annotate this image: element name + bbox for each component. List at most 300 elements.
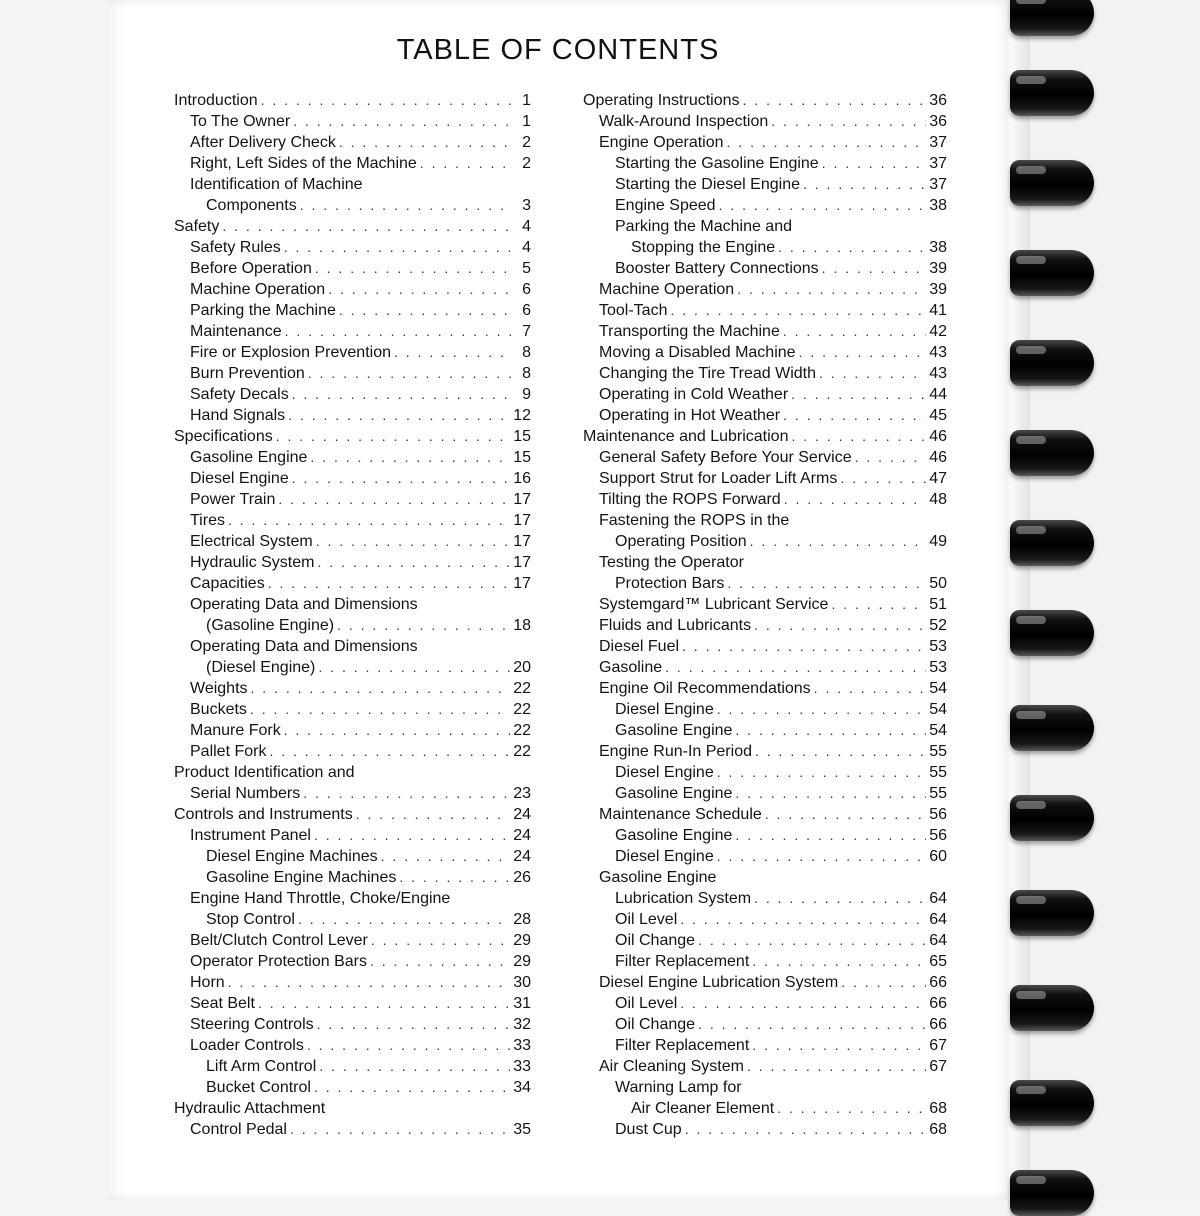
- toc-entry-page: 22: [513, 722, 531, 739]
- toc-entry-label: Gasoline Engine: [599, 869, 717, 886]
- toc-entry-page: 54: [929, 722, 947, 739]
- toc-entry-page: 33: [513, 1058, 531, 1075]
- toc-entry: [575, 153, 947, 174]
- toc-entry: [575, 111, 947, 132]
- toc-entry-page: 16: [513, 470, 531, 487]
- toc-entry: [166, 1035, 531, 1056]
- toc-entry-label: Operating Instructions: [583, 92, 740, 109]
- toc-entry-label: (Gasoline Engine): [206, 617, 335, 634]
- toc-entry-label: Safety: [174, 218, 220, 235]
- toc-entry-label: Oil Level: [615, 995, 678, 1012]
- dot-leader: [735, 783, 926, 804]
- toc-entry: [575, 867, 947, 888]
- toc-entry-page: 4: [522, 218, 531, 235]
- dot-leader: [670, 300, 926, 321]
- toc-entry: [166, 720, 531, 741]
- toc-entry: [166, 573, 531, 594]
- dot-leader: [258, 993, 510, 1014]
- toc-entry: [166, 552, 531, 573]
- toc-entry: [166, 216, 531, 237]
- binding-ring: [1010, 0, 1094, 36]
- toc-entry-label: Bucket Control: [206, 1079, 311, 1096]
- toc-entry-page: 36: [929, 113, 947, 130]
- toc-entry-page: 6: [522, 281, 531, 298]
- toc-entry-page: 26: [513, 869, 531, 886]
- toc-entry-label: Operating in Hot Weather: [599, 407, 781, 424]
- toc-entry-label: Machine Operation: [190, 281, 326, 298]
- toc-entry-page: 49: [929, 533, 947, 550]
- toc-entry: [575, 1077, 947, 1098]
- toc-entry: [575, 1098, 947, 1119]
- toc-entry-page: 39: [929, 260, 947, 277]
- binding-ring: [1010, 520, 1094, 566]
- dot-leader: [747, 1056, 926, 1077]
- toc-entry-page: 17: [513, 533, 531, 550]
- dot-leader: [737, 279, 926, 300]
- toc-entry: [575, 1056, 947, 1077]
- toc-entry: [166, 426, 531, 447]
- toc-entry: [166, 678, 531, 699]
- dot-leader: [727, 573, 926, 594]
- toc-entry: [575, 447, 947, 468]
- toc-entry: [575, 174, 947, 195]
- binding-ring: [1010, 795, 1094, 841]
- toc-entry-label: Engine Operation: [599, 134, 724, 151]
- toc-entry: [166, 384, 531, 405]
- toc-entry-label: Moving a Disabled Machine: [599, 344, 796, 361]
- dot-leader: [399, 867, 510, 888]
- toc-entry-label: Engine Run-In Period: [599, 743, 752, 760]
- binding-ring: [1010, 1080, 1094, 1126]
- binding-ring: [1010, 70, 1094, 116]
- toc-entry: [575, 300, 947, 321]
- toc-entry: [166, 783, 531, 804]
- toc-entry-label: Maintenance Schedule: [599, 806, 762, 823]
- toc-entry-label: Engine Speed: [615, 197, 716, 214]
- toc-entry: [166, 1077, 531, 1098]
- dot-leader: [284, 720, 511, 741]
- dot-leader: [822, 258, 927, 279]
- toc-left-column: [166, 90, 531, 1140]
- toc-entry: [166, 279, 531, 300]
- toc-entry-page: 37: [929, 134, 947, 151]
- dot-leader: [337, 615, 510, 636]
- dot-leader: [765, 804, 926, 825]
- dot-leader: [319, 1056, 510, 1077]
- toc-entry: [575, 195, 947, 216]
- toc-entry: [166, 111, 531, 132]
- toc-entry-page: 12: [513, 407, 531, 424]
- toc-entry-label: Tool-Tach: [599, 302, 668, 319]
- toc-entry-page: 54: [929, 680, 947, 697]
- dot-leader: [307, 1035, 510, 1056]
- toc-entry-label: Serial Numbers: [190, 785, 301, 802]
- dot-leader: [717, 762, 926, 783]
- toc-entry-page: 66: [929, 974, 947, 991]
- toc-entry-label: Hydraulic System: [190, 554, 315, 571]
- toc-entry-label: Maintenance and Lubrication: [583, 428, 789, 445]
- dot-leader: [285, 321, 512, 342]
- dot-leader: [314, 1077, 510, 1098]
- dot-leader: [420, 153, 512, 174]
- toc-entry: [575, 363, 947, 384]
- toc-entry: [166, 90, 531, 111]
- toc-right-column: [575, 90, 947, 1140]
- toc-entry-page: 50: [929, 575, 947, 592]
- dot-leader: [316, 531, 511, 552]
- toc-entry-label: Weights: [190, 680, 248, 697]
- toc-entry-page: 22: [513, 680, 531, 697]
- toc-entry: [166, 531, 531, 552]
- toc-entry-page: 1: [522, 92, 531, 109]
- dot-leader: [317, 552, 510, 573]
- toc-entry-label: Starting the Gasoline Engine: [615, 155, 819, 172]
- toc-entry-page: 17: [513, 491, 531, 508]
- dot-leader: [269, 741, 510, 762]
- dot-leader: [222, 216, 512, 237]
- toc-entry-label: Diesel Engine Lubrication System: [599, 974, 839, 991]
- toc-entry-page: 67: [929, 1037, 947, 1054]
- toc-entry-page: 55: [929, 785, 947, 802]
- toc-entry-label: Gasoline: [599, 659, 663, 676]
- toc-entry: [166, 825, 531, 846]
- toc-entry-label: Capacities: [190, 575, 265, 592]
- toc-entry: [575, 405, 947, 426]
- toc-entry-label: Operating Position: [615, 533, 747, 550]
- toc-entry-label: To The Owner: [190, 113, 291, 130]
- toc-entry: [166, 342, 531, 363]
- toc-entry-label: Gasoline Engine: [615, 785, 733, 802]
- dot-leader: [381, 846, 511, 867]
- dot-leader: [799, 342, 927, 363]
- toc-entry: [575, 510, 947, 531]
- toc-entry-label: Walk-Around Inspection: [599, 113, 769, 130]
- toc-entry-page: 22: [513, 743, 531, 760]
- toc-entry-page: 36: [929, 92, 947, 109]
- toc-entry-label: Diesel Fuel: [599, 638, 680, 655]
- dot-leader: [680, 909, 926, 930]
- toc-entry-page: 8: [522, 344, 531, 361]
- toc-entry-page: 34: [513, 1079, 531, 1096]
- dot-leader: [752, 1035, 926, 1056]
- toc-entry-label: Air Cleaning System: [599, 1058, 744, 1075]
- toc-entry: [166, 846, 531, 867]
- binding-ring: [1010, 340, 1094, 386]
- toc-entry-page: 46: [929, 428, 947, 445]
- toc-entry: [575, 468, 947, 489]
- toc-entry-page: 32: [513, 1016, 531, 1033]
- toc-entry: [575, 594, 947, 615]
- toc-entry: [575, 1014, 947, 1035]
- toc-entry: [575, 783, 947, 804]
- dot-leader: [292, 384, 512, 405]
- toc-entry: [166, 132, 531, 153]
- toc-entry-page: 66: [929, 995, 947, 1012]
- toc-entry-label: Changing the Tire Tread Width: [599, 365, 817, 382]
- toc-entry: [166, 1056, 531, 1077]
- binding-ring: [1010, 610, 1094, 656]
- toc-entry-label: Fastening the ROPS in the: [599, 512, 790, 529]
- toc-entry: [166, 153, 531, 174]
- toc-entry: [575, 216, 947, 237]
- toc-entry-label: Components: [206, 197, 297, 214]
- dot-leader: [317, 1014, 511, 1035]
- toc-entry-page: 37: [929, 176, 947, 193]
- dot-leader: [339, 300, 512, 321]
- toc-entry-page: 35: [513, 1121, 531, 1138]
- toc-entry-label: Introduction: [174, 92, 258, 109]
- toc-entry-label: Hydraulic Attachment: [174, 1100, 326, 1117]
- dot-leader: [841, 972, 926, 993]
- binding-ring: [1010, 160, 1094, 206]
- toc-entry-page: 20: [513, 659, 531, 676]
- dot-leader: [791, 426, 926, 447]
- toc-entry-page: 23: [513, 785, 531, 802]
- toc-entry-page: 43: [929, 344, 947, 361]
- binding-ring: [1010, 1170, 1094, 1216]
- toc-entry: [575, 552, 947, 573]
- toc-entry: [575, 972, 947, 993]
- toc-entry: [166, 762, 531, 783]
- toc-entry-label: Engine Hand Throttle, Choke/Engine: [190, 890, 451, 907]
- toc-entry-label: Steering Controls: [190, 1016, 314, 1033]
- toc-entry-label: Filter Replacement: [615, 953, 750, 970]
- toc-entry-page: 54: [929, 701, 947, 718]
- dot-leader: [308, 363, 512, 384]
- toc-entry-page: 24: [513, 827, 531, 844]
- dot-leader: [251, 678, 511, 699]
- toc-entry: [575, 699, 947, 720]
- toc-entry: [166, 993, 531, 1014]
- binding-ring: [1010, 430, 1094, 476]
- toc-entry-page: 15: [513, 449, 531, 466]
- dot-leader: [278, 489, 510, 510]
- toc-entry-label: Transporting the Machine: [599, 323, 780, 340]
- toc-entry: [166, 468, 531, 489]
- dot-leader: [750, 531, 927, 552]
- toc-entry-page: 67: [929, 1058, 947, 1075]
- toc-entry-label: (Diesel Engine): [206, 659, 316, 676]
- toc-entry: [166, 636, 531, 657]
- toc-entry-label: Control Pedal: [190, 1121, 287, 1138]
- toc-entry-page: 17: [513, 575, 531, 592]
- dot-leader: [303, 783, 510, 804]
- page-title: TABLE OF CONTENTS: [396, 34, 720, 66]
- toc-entry: [166, 447, 531, 468]
- toc-entry-page: 68: [929, 1100, 947, 1117]
- toc-entry: [166, 174, 531, 195]
- toc-entry-page: 18: [513, 617, 531, 634]
- toc-entry-page: 37: [929, 155, 947, 172]
- toc-entry-label: After Delivery Check: [190, 134, 336, 151]
- toc-entry: [575, 762, 947, 783]
- toc-entry-page: 64: [929, 911, 947, 928]
- toc-entry: [166, 237, 531, 258]
- dot-leader: [754, 888, 926, 909]
- toc-entry: [575, 426, 947, 447]
- dot-leader: [685, 1119, 927, 1140]
- toc-entry: [166, 258, 531, 279]
- toc-entry: [166, 930, 531, 951]
- toc-entry-label: Horn: [190, 974, 225, 991]
- binding-ring: [1010, 705, 1094, 751]
- toc-entry-page: 6: [522, 302, 531, 319]
- dot-leader: [752, 951, 926, 972]
- toc-entry: [575, 132, 947, 153]
- toc-entry-page: 68: [929, 1121, 947, 1138]
- toc-entry: [575, 825, 947, 846]
- toc-entry: [166, 510, 531, 531]
- toc-entry-label: Systemgard™ Lubricant Service: [599, 596, 829, 613]
- toc-entry-page: 44: [929, 386, 947, 403]
- toc-entry-page: 8: [522, 365, 531, 382]
- toc-entry-page: 38: [929, 197, 947, 214]
- toc-entry-label: Gasoline Engine: [615, 827, 733, 844]
- toc-entry: [575, 909, 947, 930]
- toc-entry-label: Product Identification and: [174, 764, 355, 781]
- dot-leader: [298, 909, 510, 930]
- dot-leader: [276, 426, 510, 447]
- dot-leader: [755, 741, 926, 762]
- toc-entry: [575, 237, 947, 258]
- dot-leader: [680, 993, 926, 1014]
- toc-entry: [575, 846, 947, 867]
- toc-entry: [166, 867, 531, 888]
- toc-entry-page: 2: [522, 155, 531, 172]
- toc-entry-page: 2: [522, 134, 531, 151]
- toc-entry-page: 33: [513, 1037, 531, 1054]
- toc-entry-label: Buckets: [190, 701, 247, 718]
- toc-entry-page: 17: [513, 554, 531, 571]
- toc-entry-page: 3: [522, 197, 531, 214]
- toc-entry-label: Before Operation: [190, 260, 312, 277]
- toc-entry-label: Operating Data and Dimensions: [190, 596, 418, 613]
- toc-entry: [575, 657, 947, 678]
- toc-entry-page: 5: [522, 260, 531, 277]
- toc-entry: [575, 531, 947, 552]
- toc-entry-label: Starting the Diesel Engine: [615, 176, 800, 193]
- dot-leader: [268, 573, 511, 594]
- dot-leader: [717, 846, 926, 867]
- toc-entry: [575, 384, 947, 405]
- toc-entry-page: 41: [929, 302, 947, 319]
- toc-entry: [575, 678, 947, 699]
- dot-leader: [315, 258, 512, 279]
- dot-leader: [831, 594, 926, 615]
- toc-entry-label: Fluids and Lubricants: [599, 617, 752, 634]
- toc-entry-page: 46: [929, 449, 947, 466]
- toc-entry: [575, 993, 947, 1014]
- dot-leader: [339, 132, 512, 153]
- toc-entry-page: 29: [513, 953, 531, 970]
- dot-leader: [228, 972, 511, 993]
- toc-entry-page: 48: [929, 491, 947, 508]
- toc-entry: [166, 594, 531, 615]
- toc-entry-label: Diesel Engine: [190, 470, 289, 487]
- toc-entry-label: Lift Arm Control: [206, 1058, 317, 1075]
- toc-entry: [166, 321, 531, 342]
- toc-entry: [575, 90, 947, 111]
- toc-entry-label: Hand Signals: [190, 407, 286, 424]
- toc-entry-label: Machine Operation: [599, 281, 735, 298]
- dot-leader: [717, 699, 926, 720]
- toc-entry-label: Oil Level: [615, 911, 678, 928]
- toc-entry: [575, 258, 947, 279]
- dot-leader: [783, 405, 926, 426]
- toc-entry-label: Gasoline Engine: [615, 722, 733, 739]
- toc-entry: [575, 1119, 947, 1140]
- toc-entry-page: 7: [522, 323, 531, 340]
- toc-entry: [166, 1119, 531, 1140]
- toc-entry-label: Lubrication System: [615, 890, 752, 907]
- toc-entry-label: Loader Controls: [190, 1037, 304, 1054]
- toc-entry-page: 56: [929, 806, 947, 823]
- toc-entry: [166, 489, 531, 510]
- toc-entry-page: 15: [513, 428, 531, 445]
- toc-entry: [166, 972, 531, 993]
- toc-entry: [575, 930, 947, 951]
- dot-leader: [743, 90, 927, 111]
- dot-leader: [791, 384, 926, 405]
- toc-entry: [166, 1098, 531, 1119]
- dot-leader: [855, 447, 927, 468]
- toc-entry: [575, 489, 947, 510]
- toc-entry-label: Diesel Engine Machines: [206, 848, 378, 865]
- toc-entry-page: 45: [929, 407, 947, 424]
- toc-entry-page: 55: [929, 743, 947, 760]
- toc-entry-page: 17: [513, 512, 531, 529]
- toc-entry-label: Fire or Explosion Prevention: [190, 344, 391, 361]
- toc-entry-label: Seat Belt: [190, 995, 255, 1012]
- toc-entry: [166, 405, 531, 426]
- toc-entry-label: Air Cleaner Element: [631, 1100, 775, 1117]
- dot-leader: [356, 804, 510, 825]
- toc-entry-label: Diesel Engine: [615, 764, 714, 781]
- toc-entry-page: 39: [929, 281, 947, 298]
- dot-leader: [822, 153, 927, 174]
- dot-leader: [698, 1014, 926, 1035]
- toc-entry: [166, 195, 531, 216]
- toc-entry-page: 60: [929, 848, 947, 865]
- toc-entry-page: 53: [929, 659, 947, 676]
- dot-leader: [293, 111, 512, 132]
- toc-entry-page: 38: [929, 239, 947, 256]
- toc-entry-label: Operating Data and Dimensions: [190, 638, 418, 655]
- toc-entry: [166, 909, 531, 930]
- toc-entry: [166, 888, 531, 909]
- toc-entry-label: Diesel Engine: [615, 848, 714, 865]
- toc-entry-page: 29: [513, 932, 531, 949]
- dot-leader: [682, 636, 926, 657]
- dot-leader: [784, 489, 927, 510]
- toc-entry-label: Operating in Cold Weather: [599, 386, 789, 403]
- dot-leader: [228, 510, 510, 531]
- dot-leader: [754, 615, 926, 636]
- toc-entry-label: Safety Decals: [190, 386, 289, 403]
- toc-entry-label: Testing the Operator: [599, 554, 744, 571]
- dot-leader: [771, 111, 926, 132]
- toc-entry-label: Belt/Clutch Control Lever: [190, 932, 368, 949]
- toc-entry: [575, 279, 947, 300]
- toc-entry-page: 64: [929, 890, 947, 907]
- toc-entry: [575, 573, 947, 594]
- toc-entry-page: 56: [929, 827, 947, 844]
- toc-entry: [166, 363, 531, 384]
- toc-entry: [575, 741, 947, 762]
- toc-entry-page: 42: [929, 323, 947, 340]
- dot-leader: [261, 90, 512, 111]
- dot-leader: [814, 678, 927, 699]
